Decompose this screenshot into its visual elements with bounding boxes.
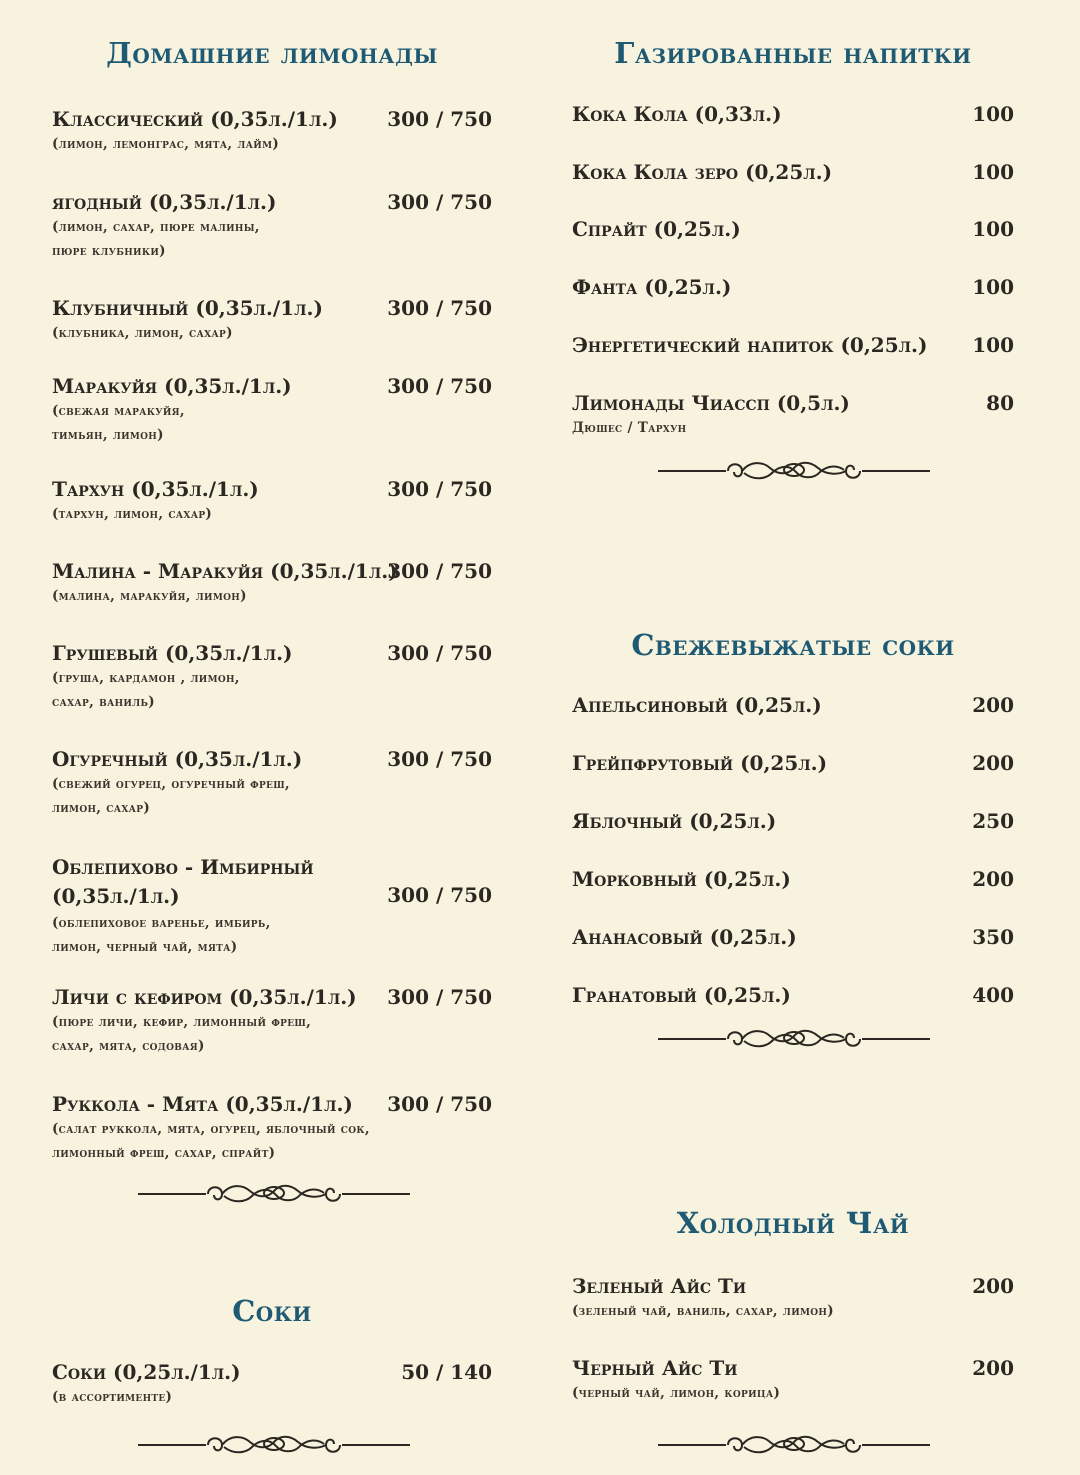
item-price: 200 xyxy=(972,693,1014,717)
item-name: Грейпфрутовый (0,25л.) xyxy=(572,751,828,775)
item-price: 200 xyxy=(972,751,1014,775)
item-price: 250 xyxy=(972,809,1014,833)
item-price: 350 xyxy=(972,925,1014,949)
ornament-divider-icon xyxy=(658,1430,930,1460)
item-price: 100 xyxy=(972,333,1014,357)
item-name: Тархун (0,35л./1л.) xyxy=(52,477,259,501)
item-price: 300 / 750 xyxy=(387,985,492,1009)
item-name: Лимонады Чиассп (0,5л.) xyxy=(572,391,850,415)
item-description: (свежая маракуйя, тимьян, лимон) xyxy=(52,403,185,443)
item-price: 100 xyxy=(972,275,1014,299)
item-name: Черный Айс Ти xyxy=(572,1356,738,1380)
menu-item xyxy=(572,101,1014,127)
ornament-divider-icon xyxy=(138,1179,410,1209)
menu-item xyxy=(572,390,1014,440)
menu-item xyxy=(52,746,492,820)
menu-item xyxy=(572,924,1014,950)
item-name: Клубничный (0,35л./1л.) xyxy=(52,296,323,320)
item-price: 50 / 140 xyxy=(401,1360,492,1384)
menu-item xyxy=(572,692,1014,718)
item-name: Ананасовый (0,25л.) xyxy=(572,925,797,949)
item-name: Огуречный (0,35л./1л.) xyxy=(52,747,303,771)
item-description: (груша, кардамон , лимон, сахар, ваниль) xyxy=(52,670,240,710)
item-name: Руккола - Мята (0,35л./1л.) xyxy=(52,1092,353,1116)
item-name: Спрайт (0,25л.) xyxy=(572,217,741,241)
menu-item xyxy=(572,1355,1014,1405)
menu-item xyxy=(52,1091,492,1165)
item-name: Фанта (0,25л.) xyxy=(572,275,732,299)
item-name: Кока Кола зеро (0,25л.) xyxy=(572,160,833,184)
item-price: 300 / 750 xyxy=(387,477,492,501)
item-name: Кока Кола (0,33л.) xyxy=(572,102,782,126)
menu-item xyxy=(572,750,1014,776)
item-price: 300 / 750 xyxy=(387,1092,492,1116)
item-name: Энергетический напиток (0,25л.) xyxy=(572,333,928,357)
item-name: Морковный (0,25л.) xyxy=(572,867,791,891)
ornament-divider-icon xyxy=(658,456,930,486)
item-name: Апельсиновый (0,25л.) xyxy=(572,693,822,717)
iced-tea-title: Холодный Чай xyxy=(676,1206,910,1240)
item-price: 200 xyxy=(972,1356,1014,1380)
sodas-title: Газированные напитки xyxy=(614,36,972,70)
item-price: 100 xyxy=(972,160,1014,184)
item-name: Зеленый Айс Ти xyxy=(572,1274,747,1298)
menu-item xyxy=(52,1359,492,1409)
item-name: Грушевый (0,35л./1л.) xyxy=(52,641,293,665)
menu-item xyxy=(572,274,1014,300)
item-description: (клубника, лимон, сахар) xyxy=(52,325,233,341)
item-description: (лимон, сахар, пюре малины, пюре клубники) xyxy=(52,219,260,259)
menu-item xyxy=(52,640,492,714)
item-name: Классический (0,35л./1л.) xyxy=(52,107,338,131)
item-name: Личи с кефиром (0,35л./1л.) xyxy=(52,985,357,1009)
item-name: Яблочный (0,25л.) xyxy=(572,809,777,833)
item-description: (облепиховое варенье, имбирь, лимон, черный чай, мята) xyxy=(52,915,271,955)
menu-item xyxy=(52,189,492,263)
menu-item xyxy=(52,373,492,447)
item-price: 200 xyxy=(972,867,1014,891)
item-price: 300 / 750 xyxy=(387,883,492,907)
item-description: (в ассортименте) xyxy=(52,1389,173,1405)
menu-item xyxy=(52,106,492,156)
menu-item xyxy=(52,984,492,1058)
menu-item xyxy=(52,476,492,526)
item-price: 300 / 750 xyxy=(387,559,492,583)
menu-item xyxy=(52,853,492,959)
menu-item xyxy=(572,982,1014,1008)
item-description: (свежий огурец, огуречный фреш, лимон, сахар) xyxy=(52,776,290,816)
item-description: (малина, маракуйя, лимон) xyxy=(52,588,247,604)
menu-item xyxy=(52,558,492,608)
item-description: (зеленый чай, ваниль, сахар, лимон) xyxy=(572,1303,834,1319)
lemonades-title: Домашние лимонады xyxy=(106,36,438,70)
menu-item xyxy=(572,216,1014,242)
item-description: (тархун, лимон, сахар) xyxy=(52,506,213,522)
item-description: (лимон, лемонграс, мята, лайм) xyxy=(52,136,280,152)
ornament-divider-icon xyxy=(658,1024,930,1054)
item-price: 300 / 750 xyxy=(387,190,492,214)
item-name: Соки (0,25л./1л.) xyxy=(52,1360,241,1384)
item-price: 300 / 750 xyxy=(387,107,492,131)
item-price: 100 xyxy=(972,102,1014,126)
item-name: Маракуйя (0,35л./1л.) xyxy=(52,374,292,398)
item-name: Гранатовый (0,25л.) xyxy=(572,983,791,1007)
menu-item xyxy=(572,866,1014,892)
item-name: Облепихово - Имбирный (0,35л./1л.) xyxy=(52,855,314,908)
item-price: 80 xyxy=(986,391,1014,415)
item-price: 300 / 750 xyxy=(387,641,492,665)
juices-title: Соки xyxy=(232,1294,312,1328)
item-price: 400 xyxy=(972,983,1014,1007)
menu-item xyxy=(52,295,492,345)
item-name: Малина - Маракуйя (0,35л./1л.) xyxy=(52,559,398,583)
item-price: 300 / 750 xyxy=(387,296,492,320)
item-price: 300 / 750 xyxy=(387,374,492,398)
item-description: Дюшес / Тархун xyxy=(572,420,687,436)
menu-item xyxy=(572,1273,1014,1323)
item-description: (пюре личи, кефир, лимонный фреш, сахар, мята, содовая) xyxy=(52,1014,312,1054)
menu-item xyxy=(572,332,1014,358)
fresh-juices-title: Свежевыжатые соки xyxy=(631,628,955,662)
item-description: (салат руккола, мята, огурец, яблочный сок, лимонный фреш, сахар, спрайт) xyxy=(52,1121,370,1161)
ornament-divider-icon xyxy=(138,1430,410,1460)
item-name: ягодный (0,35л./1л.) xyxy=(52,190,277,214)
item-price: 200 xyxy=(972,1274,1014,1298)
item-description: (черный чай, лимон, корица) xyxy=(572,1385,781,1401)
item-price: 300 / 750 xyxy=(387,747,492,771)
menu-item xyxy=(572,808,1014,834)
item-price: 100 xyxy=(972,217,1014,241)
menu-item xyxy=(572,159,1014,185)
